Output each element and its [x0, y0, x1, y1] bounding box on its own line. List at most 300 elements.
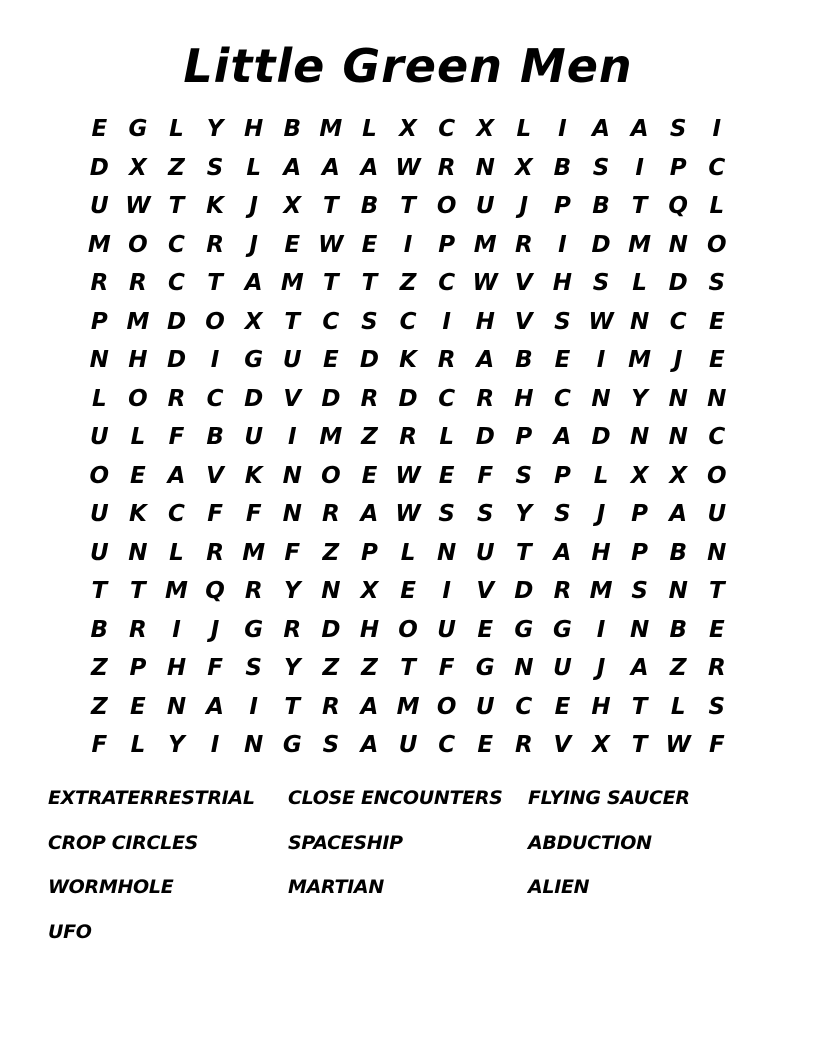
grid-letter[interactable]: D	[244, 385, 264, 412]
grid-letter[interactable]: R	[129, 270, 147, 297]
grid-letter[interactable]: Y	[283, 655, 301, 682]
grid-letter[interactable]: N	[89, 347, 109, 374]
grid-letter[interactable]: C	[515, 693, 533, 720]
grid-letter[interactable]: M	[280, 270, 304, 297]
grid-letter[interactable]: G	[475, 655, 495, 682]
grid-letter[interactable]: P	[361, 539, 378, 566]
grid-letter[interactable]: C	[708, 424, 726, 451]
grid-letter[interactable]: B	[669, 539, 687, 566]
grid-row	[80, 303, 736, 342]
grid-letter[interactable]: Y	[283, 578, 301, 605]
grid-letter[interactable]: D	[668, 270, 688, 297]
grid-letter[interactable]: E	[477, 616, 494, 643]
grid-letter[interactable]: S	[708, 693, 726, 720]
grid-letter[interactable]: D	[321, 616, 341, 643]
grid-letter[interactable]: S	[361, 308, 378, 335]
grid-letter[interactable]: A	[630, 655, 649, 682]
grid-letter[interactable]: F	[245, 501, 262, 528]
grid-letter[interactable]: A	[167, 462, 186, 489]
grid-letter[interactable]: F	[207, 501, 223, 528]
grid-letter[interactable]: P	[515, 424, 533, 451]
grid-letter[interactable]: C	[708, 154, 726, 181]
grid-letter[interactable]: A	[476, 347, 495, 374]
grid-letter[interactable]: C	[438, 270, 456, 297]
grid-letter[interactable]: R	[206, 539, 224, 566]
grid-letter[interactable]: N	[282, 462, 302, 489]
grid-letter[interactable]: B	[592, 193, 610, 220]
grid-letter[interactable]: B	[283, 116, 302, 143]
grid-letter[interactable]: A	[553, 424, 572, 451]
grid-letter[interactable]: A	[360, 501, 379, 528]
grid-letter[interactable]: C	[553, 385, 571, 412]
grid-letter[interactable]: I	[596, 616, 606, 643]
grid-letter[interactable]: D	[321, 385, 341, 412]
grid-letter[interactable]: R	[167, 385, 186, 412]
grid-letter[interactable]: F	[168, 424, 185, 451]
grid-letter[interactable]: O	[436, 193, 457, 220]
grid-letter[interactable]: E	[554, 693, 571, 720]
grid-letter[interactable]: M	[396, 693, 420, 720]
grid-letter[interactable]: Z	[399, 270, 417, 297]
grid-letter[interactable]: I	[635, 154, 644, 181]
grid-letter[interactable]: Z	[90, 655, 108, 682]
grid-letter[interactable]: P	[438, 231, 456, 258]
word-list-item: WORMHOLE	[48, 876, 174, 898]
grid-letter[interactable]: U	[89, 193, 109, 220]
grid-letter[interactable]: H	[591, 693, 611, 720]
grid-letter[interactable]: A	[283, 154, 302, 181]
grid-letter[interactable]: Q	[668, 193, 688, 220]
grid-letter[interactable]: V	[206, 462, 224, 489]
grid-letter[interactable]: T	[130, 578, 146, 605]
grid-letter[interactable]: C	[438, 732, 456, 759]
grid-letter[interactable]: L	[516, 116, 532, 143]
grid-letter[interactable]: E	[554, 347, 571, 374]
grid-letter[interactable]: N	[591, 385, 611, 412]
grid-letter[interactable]: X	[592, 732, 610, 759]
grid-letter[interactable]: H	[552, 270, 573, 297]
grid-letter[interactable]: V	[553, 732, 572, 759]
grid-row	[80, 226, 736, 265]
grid-letter[interactable]: R	[244, 578, 263, 605]
grid-letter[interactable]: K	[128, 501, 147, 528]
grid-letter[interactable]: S	[554, 308, 571, 335]
grid-letter[interactable]: X	[244, 308, 263, 335]
grid-letter[interactable]: U	[475, 693, 495, 720]
grid-letter[interactable]: J	[249, 193, 258, 220]
grid-letter[interactable]: J	[519, 193, 529, 220]
grid-letter[interactable]: L	[362, 116, 377, 143]
grid-letter[interactable]: P	[631, 539, 649, 566]
grid-letter[interactable]: N	[475, 154, 495, 181]
grid-letter[interactable]: W	[125, 193, 151, 220]
grid-letter[interactable]: G	[244, 347, 264, 374]
grid-letter[interactable]: R	[553, 578, 572, 605]
grid-letter[interactable]: Z	[361, 424, 378, 451]
grid-letter[interactable]: A	[553, 539, 572, 566]
grid-letter[interactable]: E	[438, 462, 455, 489]
grid-letter[interactable]: I	[442, 578, 451, 605]
grid-letter[interactable]: H	[166, 655, 187, 682]
grid-letter[interactable]: B	[553, 154, 572, 181]
grid-letter[interactable]: F	[207, 655, 223, 682]
grid-letter[interactable]: V	[283, 385, 302, 412]
grid-letter[interactable]: B	[90, 616, 109, 643]
grid-letter[interactable]: Y	[631, 385, 648, 412]
grid-letter[interactable]: S	[206, 154, 224, 181]
grid-letter[interactable]: J	[596, 501, 606, 528]
grid-letter[interactable]: R	[322, 501, 340, 528]
grid-letter[interactable]: D	[359, 347, 379, 374]
grid-letter[interactable]: V	[476, 578, 495, 605]
grid-letter[interactable]: C	[206, 385, 224, 412]
grid-letter[interactable]: F	[91, 732, 108, 759]
grid-letter[interactable]: P	[90, 308, 108, 335]
grid-letter[interactable]: S	[438, 501, 455, 528]
grid-letter[interactable]: R	[322, 693, 340, 720]
grid-letter[interactable]: X	[669, 462, 688, 489]
grid-letter[interactable]: L	[632, 270, 647, 297]
grid-letter[interactable]: D	[398, 385, 418, 412]
grid-letter[interactable]: C	[438, 116, 456, 143]
grid-letter[interactable]: N	[244, 732, 264, 759]
grid-letter[interactable]: E	[130, 693, 146, 720]
grid-letter[interactable]: F	[477, 462, 494, 489]
grid-letter[interactable]: A	[244, 270, 263, 297]
grid-letter[interactable]: U	[244, 424, 264, 451]
grid-letter[interactable]: N	[321, 578, 341, 605]
grid-letter[interactable]: S	[515, 462, 533, 489]
grid-letter[interactable]: U	[475, 539, 495, 566]
grid-letter[interactable]: Y	[515, 501, 533, 528]
grid-letter[interactable]: U	[475, 193, 495, 220]
grid-letter[interactable]: J	[210, 616, 220, 643]
grid-letter[interactable]: I	[596, 347, 606, 374]
grid-letter[interactable]: Q	[205, 578, 225, 605]
grid-letter[interactable]: X	[129, 154, 147, 181]
grid-letter[interactable]: P	[553, 193, 571, 220]
grid-letter[interactable]: W	[665, 732, 691, 759]
grid-letter[interactable]: X	[399, 116, 417, 143]
grid-letter[interactable]: U	[437, 616, 456, 643]
grid-letter[interactable]: C	[399, 308, 417, 335]
grid-letter[interactable]: G	[244, 616, 264, 643]
grid-letter[interactable]: W	[395, 462, 421, 489]
grid-letter[interactable]: I	[403, 231, 413, 258]
grid-letter[interactable]: U	[398, 732, 418, 759]
grid-letter[interactable]: B	[360, 193, 379, 220]
grid-letter[interactable]: N	[707, 539, 727, 566]
grid-letter[interactable]: Z	[669, 655, 687, 682]
grid-letter[interactable]: N	[668, 424, 688, 451]
grid-letter[interactable]: R	[707, 655, 726, 682]
grid-row	[80, 495, 736, 534]
grid-letter[interactable]: T	[284, 693, 301, 720]
grid-letter[interactable]: C	[168, 231, 185, 258]
grid-letter[interactable]: L	[670, 693, 686, 720]
grid-letter[interactable]: W	[395, 154, 421, 181]
grid-letter[interactable]: M	[628, 231, 652, 258]
grid-letter[interactable]: S	[554, 501, 571, 528]
grid-letter[interactable]: A	[360, 154, 379, 181]
grid-letter[interactable]: R	[399, 424, 417, 451]
grid-letter[interactable]: H	[475, 308, 495, 335]
grid-letter[interactable]: O	[321, 462, 341, 489]
grid-letter[interactable]: J	[249, 231, 258, 258]
grid-letter[interactable]: T	[168, 193, 185, 220]
grid-letter[interactable]: B	[206, 424, 224, 451]
grid-letter[interactable]: N	[282, 501, 302, 528]
grid-letter[interactable]: X	[283, 193, 302, 220]
grid-letter[interactable]: E	[708, 308, 725, 335]
grid-letter[interactable]: N	[668, 578, 688, 605]
grid-letter[interactable]: E	[708, 616, 725, 643]
grid-letter[interactable]: V	[514, 270, 533, 297]
grid-letter[interactable]: N	[629, 424, 650, 451]
grid-letter[interactable]: M	[628, 347, 652, 374]
grid-letter[interactable]: E	[361, 231, 378, 258]
grid-letter[interactable]: H	[244, 116, 264, 143]
grid-letter[interactable]: N	[166, 693, 187, 720]
grid-letter[interactable]: R	[90, 270, 109, 297]
grid-letter[interactable]: O	[128, 231, 148, 258]
grid-letter[interactable]: D	[166, 347, 187, 374]
grid-letter[interactable]: N	[668, 385, 688, 412]
grid-letter[interactable]: I	[210, 732, 220, 759]
grid-row	[80, 688, 736, 727]
grid-letter[interactable]: M	[589, 578, 613, 605]
grid-letter[interactable]: L	[439, 424, 454, 451]
grid-letter[interactable]: J	[673, 347, 683, 374]
grid-letter[interactable]: D	[591, 231, 611, 258]
grid-letter[interactable]: I	[558, 116, 567, 143]
grid-row	[80, 418, 736, 457]
grid-letter[interactable]: D	[475, 424, 495, 451]
grid-letter[interactable]: M	[242, 539, 266, 566]
grid-letter[interactable]: S	[592, 270, 610, 297]
grid-letter[interactable]: M	[319, 424, 343, 451]
grid-letter[interactable]: R	[437, 347, 456, 374]
grid-letter[interactable]: P	[631, 501, 649, 528]
grid-letter[interactable]: M	[319, 116, 343, 143]
grid-letter[interactable]: H	[591, 539, 611, 566]
grid-letter[interactable]: L	[130, 424, 146, 451]
grid-letter[interactable]: C	[322, 308, 340, 335]
grid-letter[interactable]: T	[207, 270, 223, 297]
grid-letter[interactable]: G	[128, 116, 148, 143]
grid-letter[interactable]: O	[398, 616, 418, 643]
grid-letter[interactable]: O	[89, 462, 110, 489]
grid-letter[interactable]: Z	[168, 154, 185, 181]
grid-letter[interactable]: R	[129, 616, 147, 643]
grid-letter[interactable]: G	[514, 616, 534, 643]
grid-letter[interactable]: D	[166, 308, 187, 335]
grid-letter[interactable]: O	[128, 385, 148, 412]
grid-letter[interactable]: H	[514, 385, 534, 412]
grid-letter[interactable]: F	[438, 655, 455, 682]
grid-letter[interactable]: X	[476, 116, 495, 143]
grid-letter[interactable]: M	[165, 578, 188, 605]
grid-letter[interactable]: I	[712, 116, 722, 143]
grid-letter[interactable]: M	[126, 308, 150, 335]
grid-letter[interactable]: D	[591, 424, 611, 451]
grid-letter[interactable]: V	[514, 308, 533, 335]
grid-letter[interactable]: W	[472, 270, 498, 297]
grid-letter[interactable]: R	[514, 732, 533, 759]
grid-letter[interactable]: H	[128, 347, 148, 374]
grid-letter[interactable]: R	[206, 231, 224, 258]
grid-letter[interactable]: T	[91, 578, 108, 605]
grid-letter[interactable]: B	[515, 347, 533, 374]
grid-letter[interactable]: T	[323, 193, 339, 220]
grid-letter[interactable]: O	[707, 231, 727, 258]
grid-letter[interactable]: L	[169, 116, 184, 143]
grid-letter[interactable]: L	[91, 385, 107, 412]
grid-letter[interactable]: W	[318, 231, 344, 258]
grid-letter[interactable]: N	[437, 539, 457, 566]
grid-letter[interactable]: F	[708, 732, 725, 759]
grid-letter[interactable]: O	[436, 693, 457, 720]
grid-letter[interactable]: Z	[322, 539, 340, 566]
grid-letter[interactable]: K	[399, 347, 417, 374]
grid-letter[interactable]: I	[558, 231, 567, 258]
grid-letter[interactable]: L	[169, 539, 184, 566]
grid-letter[interactable]: C	[669, 308, 687, 335]
grid-letter[interactable]: E	[477, 732, 494, 759]
grid-letter[interactable]: I	[249, 693, 258, 720]
grid-letter[interactable]: S	[708, 270, 726, 297]
grid-letter[interactable]: A	[669, 501, 688, 528]
grid-letter[interactable]: A	[592, 116, 610, 143]
grid-letter[interactable]: E	[708, 347, 725, 374]
grid-letter[interactable]: A	[360, 693, 379, 720]
grid-letter[interactable]: P	[553, 462, 571, 489]
grid-letter[interactable]: S	[245, 655, 262, 682]
grid-letter[interactable]: D	[89, 154, 109, 181]
grid-letter[interactable]: G	[282, 732, 302, 759]
letter-grid	[80, 110, 736, 764]
grid-letter[interactable]: F	[284, 539, 301, 566]
grid-letter[interactable]: S	[631, 578, 648, 605]
grid-letter[interactable]: R	[360, 385, 379, 412]
grid-letter[interactable]: T	[400, 655, 416, 682]
grid-letter[interactable]: N	[707, 385, 727, 412]
grid-letter[interactable]: H	[359, 616, 380, 643]
grid-letter[interactable]: Z	[361, 655, 378, 682]
grid-letter[interactable]: N	[514, 655, 534, 682]
grid-letter[interactable]: W	[588, 308, 614, 335]
grid-letter[interactable]: E	[284, 231, 301, 258]
grid-letter[interactable]: T	[323, 270, 339, 297]
grid-letter[interactable]: E	[130, 462, 146, 489]
grid-letter[interactable]: I	[287, 424, 297, 451]
word-list-item: EXTRATERRESTRIAL	[48, 787, 255, 809]
grid-letter[interactable]: N	[629, 308, 650, 335]
grid-letter[interactable]: T	[631, 193, 648, 220]
grid-letter[interactable]: K	[206, 193, 224, 220]
grid-letter[interactable]: L	[246, 154, 261, 181]
grid-letter[interactable]: N	[629, 616, 650, 643]
grid-letter[interactable]: P	[129, 655, 147, 682]
grid-letter[interactable]: O	[707, 462, 727, 489]
grid-letter[interactable]: S	[476, 501, 494, 528]
grid-letter[interactable]: Z	[90, 693, 108, 720]
grid-letter[interactable]: D	[514, 578, 534, 605]
grid-letter[interactable]: E	[91, 116, 108, 143]
grid-letter[interactable]: X	[514, 154, 533, 181]
grid-letter[interactable]: P	[669, 154, 687, 181]
grid-letter[interactable]: T	[361, 270, 378, 297]
grid-letter[interactable]: M	[87, 231, 111, 258]
grid-letter[interactable]: C	[168, 270, 185, 297]
grid-letter[interactable]: I	[210, 347, 220, 374]
grid-letter[interactable]: Z	[322, 655, 340, 682]
grid-letter[interactable]: M	[473, 231, 497, 258]
grid-letter[interactable]: W	[395, 501, 421, 528]
grid-letter[interactable]: U	[89, 501, 109, 528]
grid-letter[interactable]: B	[669, 616, 687, 643]
grid-letter[interactable]: R	[514, 231, 533, 258]
grid-letter[interactable]: U	[282, 347, 302, 374]
grid-letter[interactable]: E	[400, 578, 416, 605]
grid-letter[interactable]: K	[244, 462, 263, 489]
grid-letter[interactable]: T	[708, 578, 725, 605]
grid-letter[interactable]: Y	[206, 116, 224, 143]
grid-letter[interactable]: N	[128, 539, 148, 566]
grid-letter[interactable]: I	[442, 308, 451, 335]
grid-letter[interactable]: J	[596, 655, 606, 682]
grid-letter[interactable]: T	[631, 732, 648, 759]
grid-letter[interactable]: A	[321, 154, 340, 181]
grid-letter[interactable]: L	[400, 539, 416, 566]
grid-letter[interactable]: T	[631, 693, 648, 720]
grid-letter[interactable]: U	[553, 655, 572, 682]
grid-letter[interactable]: S	[322, 732, 340, 759]
grid-letter[interactable]: L	[130, 732, 146, 759]
grid-letter[interactable]: X	[360, 578, 379, 605]
grid-letter[interactable]: L	[593, 462, 609, 489]
grid-letter[interactable]: L	[709, 193, 725, 220]
grid-row	[80, 649, 736, 688]
grid-letter[interactable]: I	[172, 616, 181, 643]
grid-row	[80, 264, 736, 303]
grid-letter[interactable]: R	[437, 154, 456, 181]
grid-row	[80, 534, 736, 573]
grid-letter[interactable]: N	[668, 231, 688, 258]
grid-letter[interactable]: Y	[168, 732, 185, 759]
grid-letter[interactable]: T	[515, 539, 532, 566]
grid-letter[interactable]: O	[205, 308, 225, 335]
grid-letter[interactable]: A	[206, 693, 224, 720]
grid-letter[interactable]: S	[669, 116, 687, 143]
grid-letter[interactable]: U	[89, 539, 109, 566]
grid-letter[interactable]: R	[476, 385, 495, 412]
grid-letter[interactable]: A	[630, 116, 649, 143]
grid-letter[interactable]: C	[168, 501, 185, 528]
grid-letter[interactable]: U	[707, 501, 727, 528]
grid-letter[interactable]: T	[400, 193, 416, 220]
grid-letter[interactable]: E	[323, 347, 339, 374]
grid-letter[interactable]: R	[283, 616, 302, 643]
grid-letter[interactable]: X	[630, 462, 649, 489]
grid-letter[interactable]: T	[284, 308, 301, 335]
grid-letter[interactable]: A	[360, 732, 379, 759]
grid-letter[interactable]: G	[552, 616, 572, 643]
grid-letter[interactable]: S	[592, 154, 610, 181]
grid-letter[interactable]: E	[361, 462, 378, 489]
grid-letter[interactable]: U	[89, 424, 109, 451]
grid-letter[interactable]: C	[438, 385, 456, 412]
